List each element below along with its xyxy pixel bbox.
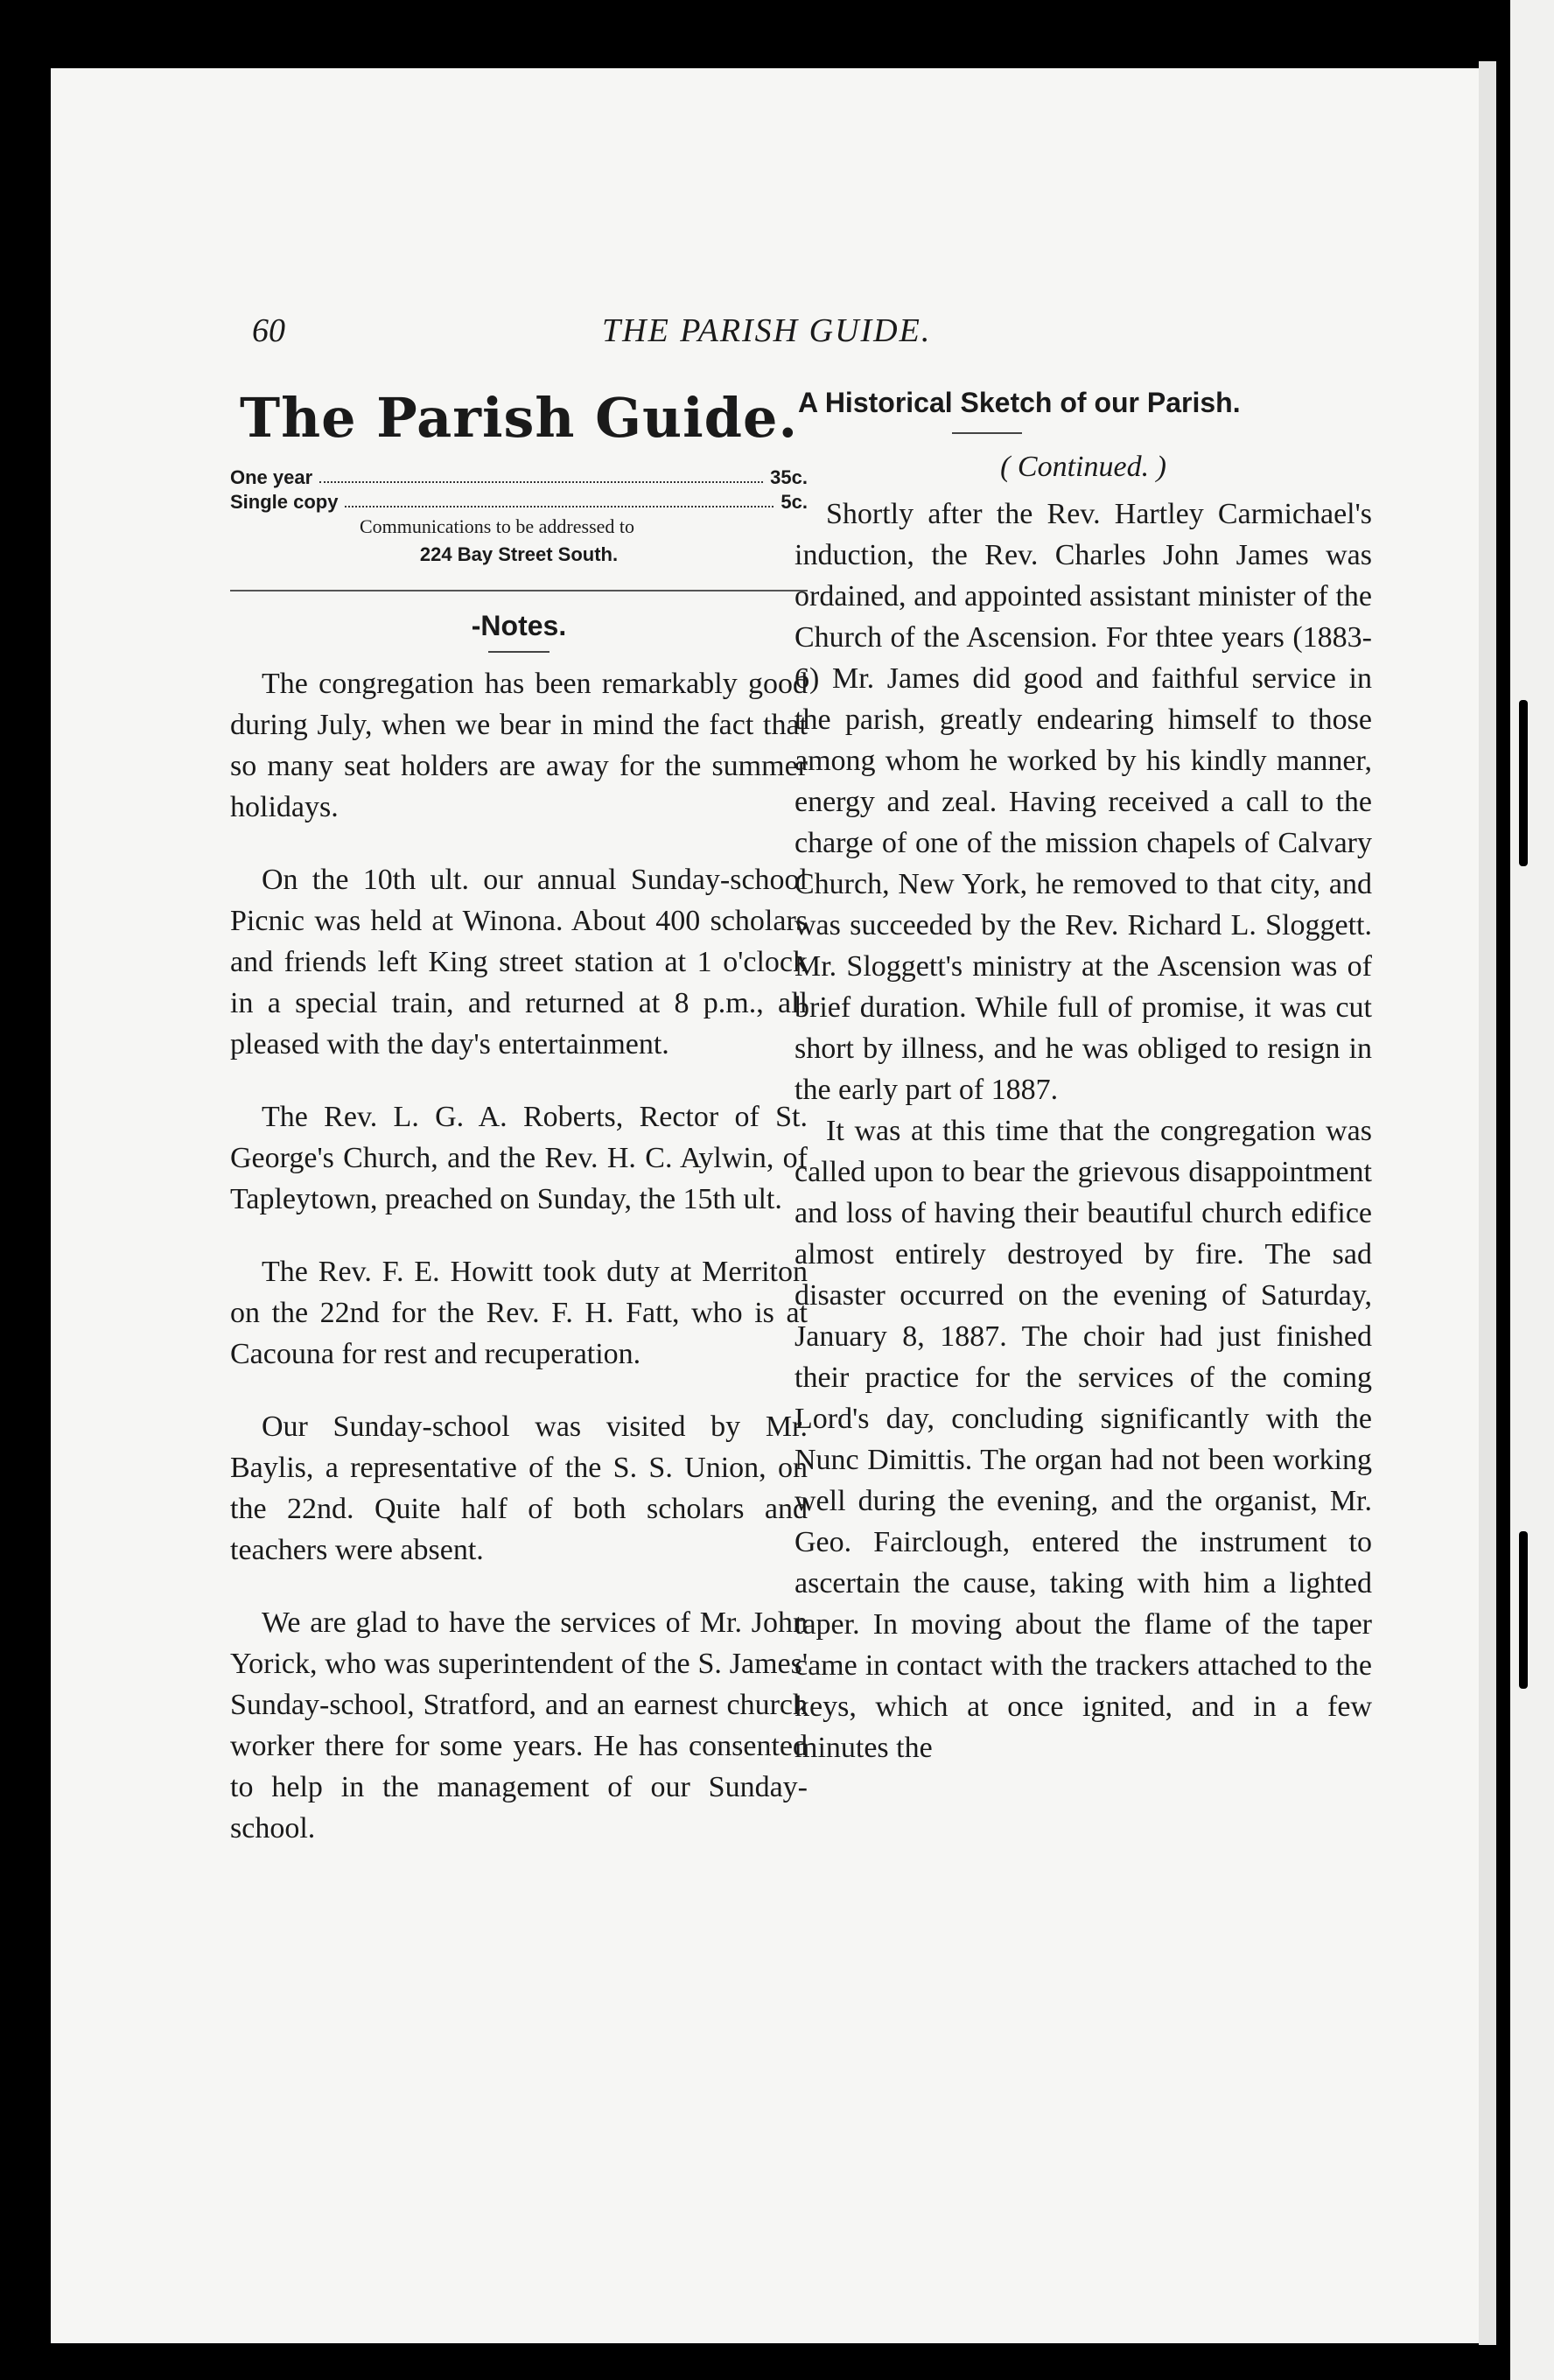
notes-paragraph: On the 10th ult. our annual Sunday-school Picnic was held at Winona. About 400 scholars and friends left King street station at 1 o'clock in a special train, and returned at 8 p.m., all pleased with the day's entertainment.	[230, 864, 808, 1060]
address: 224 Bay Street South.	[419, 543, 619, 565]
rate-label: One year	[230, 466, 313, 488]
leader-dots	[345, 490, 774, 508]
running-head	[51, 312, 1479, 355]
notes-paragraph: The Rev. F. E. Howitt took duty at Merriton on the 22nd for the Rev. F. H. Fatt, who is at Cacouna for rest and recuperation.	[230, 1256, 808, 1370]
rate-price: 35c.	[770, 466, 808, 488]
right-column	[794, 383, 1372, 1768]
notes-paragraph: We are glad to have the services of Mr. John Yorick, who was superintendent of the S. James' Sunday-school, Stratford, and an earnest church worker there for some years. He has consented to help in the management of our Sunday-school.	[230, 1606, 808, 1844]
left-column	[230, 383, 808, 1880]
continued-label: ( Continued. )	[1000, 451, 1166, 483]
notes-title: -Notes.	[471, 610, 567, 641]
notes-paragraph: Our Sunday-school was visited by Mr. Baylis, a representative of the S. S. Union, on the 22nd. Quite half of both scholars and teachers were absent.	[230, 1410, 808, 1566]
binding-mark	[1519, 700, 1528, 866]
page-number: 60	[252, 312, 285, 349]
history-paragraph: Shortly after the Rev. Hartley Carmichael's induction, the Rev. Charles John James was ordained, and appointed assistant minister of the Church of the Ascension. For thtee years (1883-6) Mr. James did good and faithful service in the parish, greatly endearing himself to those among whom he worked by his kindly manner, energy and zeal. Having received a call to the charge of one of the mission chapels of Calvary Church, New York, he removed to that city, and was succeeded by the Rev. Richard L. Sloggett. Mr. Sloggett's ministry at the Ascension was of brief duration. While full of promise, it was cut short by illness, and he was obliged to resign in the early part of 1887.	[794, 498, 1372, 1106]
divider	[488, 651, 550, 653]
masthead-title: The Parish Guide.	[239, 386, 799, 450]
divider	[230, 590, 808, 592]
rates	[230, 466, 808, 514]
notes-paragraph: The congregation has been remarkably good during July, when we bear in mind the fact that so many seat holders are away for the summer holidays.	[230, 668, 808, 823]
history-paragraph: It was at this time that the congregation was called upon to bear the grievous disappointment and loss of having their beautiful church edifice almost entirely destroyed by fire. The sad disaster occurred on the evening of Saturday, January 8, 1887. The choir had just finished their practice for the services of the coming Lord's day, concluding significantly with the Nunc Dimittis. The organ had not been working well during the evening, and the organist, Mr. Geo. Fairclough, entered the instrument to ascertain the cause, taking with him a lighted taper. In moving about the flame of the taper came in contact with the trackers attached to the keys, which at once ignited, and in a few minutes the	[794, 1115, 1372, 1764]
notes-paragraph: The Rev. L. G. A. Roberts, Rector of St. George's Church, and the Rev. H. C. Aylwin, of Tapleytown, preached on Sunday, the 15th ult.	[230, 1101, 808, 1215]
communications-note: Communications to be addressed to	[359, 515, 635, 537]
leader-dots	[319, 466, 763, 483]
rate-price: 5c.	[780, 491, 808, 513]
rate-row	[230, 466, 808, 490]
rate-label: Single copy	[230, 491, 339, 513]
rate-row	[230, 490, 808, 514]
divider	[952, 432, 1022, 434]
history-title: A Historical Sketch of our Parish.	[798, 387, 1241, 418]
running-title: THE PARISH GUIDE.	[602, 312, 932, 349]
document-page	[51, 68, 1479, 2343]
binding-mark	[1519, 1531, 1528, 1689]
binding-strip	[1510, 0, 1554, 2380]
page-edge	[1479, 61, 1496, 2345]
